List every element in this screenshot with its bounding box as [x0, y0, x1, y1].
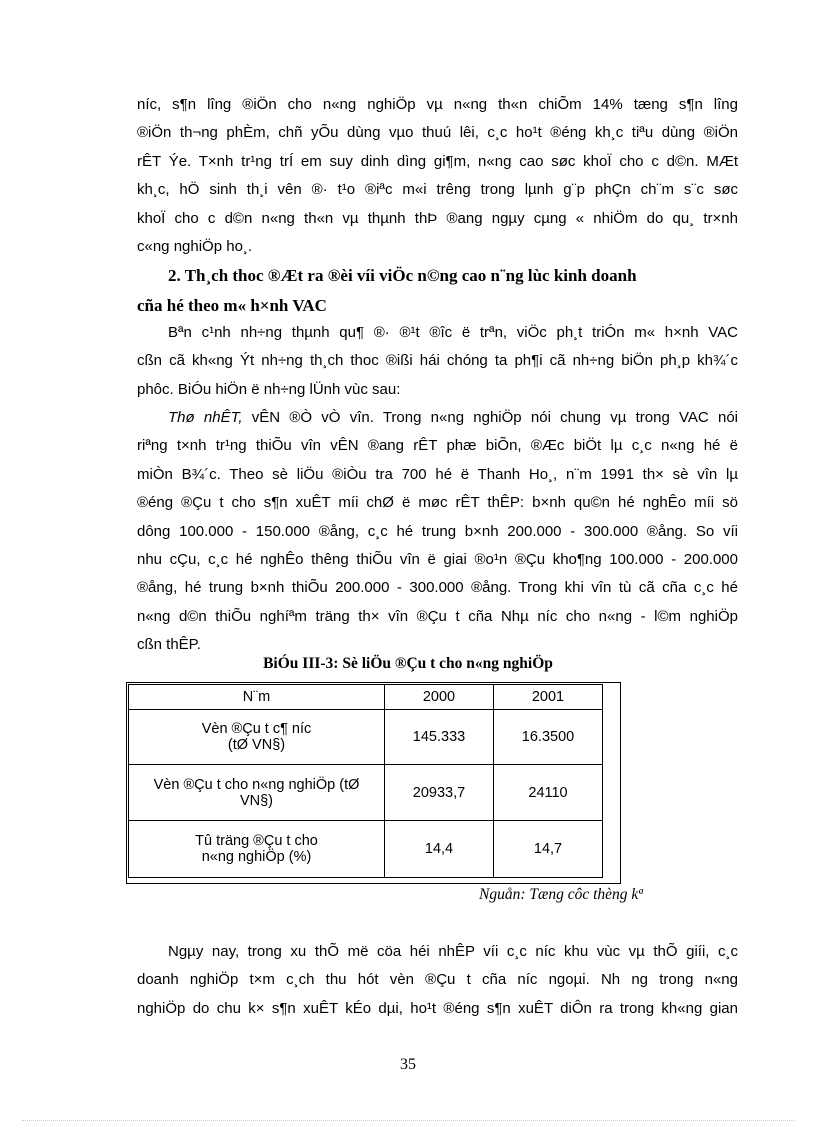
value-cell: 14,4 [385, 821, 494, 878]
text-line: ®ång, hé trung b×nh thiÕu 200.000 - 300.000 ®ång. Trong khi vîn tù cã cña c¸c hé [137, 579, 738, 597]
row-label-line: VN§) [239, 792, 274, 809]
text-line: miÒn B¾´c. Theo sè liÖu ®iÒu tra 700 hé ë Thanh Ho¸, n¨m 1991 th× sè vîn lµ [137, 465, 738, 483]
value-cell: 20933,7 [385, 765, 494, 821]
table-row [129, 821, 603, 878]
paragraph-3 [137, 404, 738, 660]
row-label-line: Vèn ®Çu t c¶ níc [201, 721, 312, 737]
data-table [128, 684, 603, 878]
value-cell: 145.333 [385, 710, 494, 765]
text-line: nghiÖp do chu k× s¶n xuÊT kÉo dµi, ho¹t ®éng s¶n xuÊT diÔn ra trong kh«ng gian [137, 999, 738, 1017]
text-line: rÊT Ýe. T×nh tr¹ng trÍ em suy dinh dìng gi¶m, n«ng cao søc khoÏ cho c d©n. MÆt [137, 152, 738, 170]
heading-line: cña hé theo m« h×nh VAC [137, 296, 327, 315]
value-cell: 16.3500 [494, 710, 603, 765]
row-label-cell [129, 710, 385, 765]
header-cell-2001: 2001 [494, 685, 603, 710]
text-line: ®iÖn th¬ng phÈm, chñ yÕu dùng vµo thuú lêi, c¸c ho¹t ®éng kh¸c tiªu dùng ®iÖn [137, 124, 738, 142]
header-cell-year: N¨m [129, 685, 385, 710]
text-line: phôc. BiÓu hiÖn ë nh÷ng lÜnh vùc sau: [137, 380, 401, 398]
text-line: níc, s¶n lîng ®iÖn cho n«ng nghiÖp vµ n«ng th«n chiÕm 14% tæng s¶n lîng [137, 96, 738, 113]
header-cell-2000: 2000 [385, 685, 494, 710]
text-line: doanh nghiÖp t×m c¸ch thu hót vèn ®Çu t cña níc ngoµi. Nh ng trong n«ng [137, 971, 738, 989]
text-line: nhu cÇu, c¸c hé nghÊo thêng thiÕu vîn ë giai ®o¹n ®Çu kho¶ng 100.000 - 200.000 [137, 551, 738, 569]
table-caption: BiÓu III-3: Sè liÖu ®Çu t cho n«ng nghiÖp [263, 655, 553, 672]
table-row [129, 710, 603, 765]
text-line: kh¸c, hÖ sinh th¸i vên ®· t¹o ®iªc m«i trêng trong lµnh g¨p phÇn ch¨m s¨c søc [137, 181, 738, 199]
text-fragment: vÊN ®Ò vÒ vîn. Trong n«ng nghiÖp nói chung vµ trong VAC nói [242, 409, 738, 426]
text-line: cßn cã kh«ng Ýt nh÷ng th¸ch thoc ®ißi hái chóng ta ph¶i cã nh÷ng biÖn ph¸p kh¾´c [137, 352, 738, 370]
paragraph-1 [137, 91, 738, 261]
value-cell: 24110 [494, 765, 603, 821]
text-line: cßn thÊP. [137, 636, 201, 654]
page-bottom-divider [22, 1120, 794, 1121]
paragraph-2 [137, 319, 738, 404]
lead-term: Thø nhÊT, [168, 409, 243, 426]
text-line: n«ng d©n thiÕu nghíªm träng th× vîn ®Çu t cña Nhµ níc cho n«ng - l©m nghiÖp [137, 607, 738, 625]
text-line: khoÏ cho c d©n n«ng th«n vµ thµnh thÞ ®ang ngµy cµng « nhiÖm do qu¸ tr×nh [137, 209, 738, 227]
table-row [129, 765, 603, 821]
row-label-line: (tØ VN§) [227, 737, 286, 753]
table-header-row [129, 685, 603, 710]
row-label-line: n«ng nghiÖp (%) [201, 849, 312, 865]
row-label-line: Vèn ®Çu t cho n«ng nghiÖp (tØ [153, 776, 360, 793]
text-line: ®éng ®Çu t cho s¶n xuÊT míi chØ ë møc rÊT thÊP: b×nh qu©n hé nghÊo míi sö [137, 494, 738, 512]
text-line: Ngµy nay, trong xu thÕ më cöa héi nhÊP víi c¸c níc khu vùc vµ thÕ giíi, c¸c [168, 943, 738, 960]
row-label-cell [129, 821, 385, 878]
text-line: Bªn c¹nh nh÷ng thµnh qu¶ ®· ®¹t ®îc ë trªn, viÖc ph¸t triÓn m« h×nh VAC [168, 324, 738, 341]
table-source-note: Nguån: Tæng côc thèng kª [479, 886, 643, 903]
section-heading [137, 261, 783, 321]
heading-line: 2. Th¸ch thoc ®Æt ra ®èi víi viÖc n©ng cao n¨ng lùc kinh doanh [168, 266, 637, 285]
row-label-cell [129, 765, 385, 821]
paragraph-4 [137, 938, 738, 1023]
text-line: riªng t×nh tr¹ng thiÕu vîn vÊN ®ang rÊT phæ biÕn, ®Æc biÖt lµ c¸c n«ng hé ë [137, 437, 738, 455]
text-line: dông 100.000 - 150.000 ®ång, c¸c hé trung b×nh 200.000 - 300.000 ®ång. So víi [137, 522, 738, 540]
text-line [137, 404, 738, 432]
value-cell: 14,7 [494, 821, 603, 878]
text-line: c«ng nghiÖp ho¸. [137, 238, 253, 256]
row-label-line: Tû träng ®Çu t cho [195, 833, 318, 849]
page-number: 35 [400, 1056, 416, 1073]
